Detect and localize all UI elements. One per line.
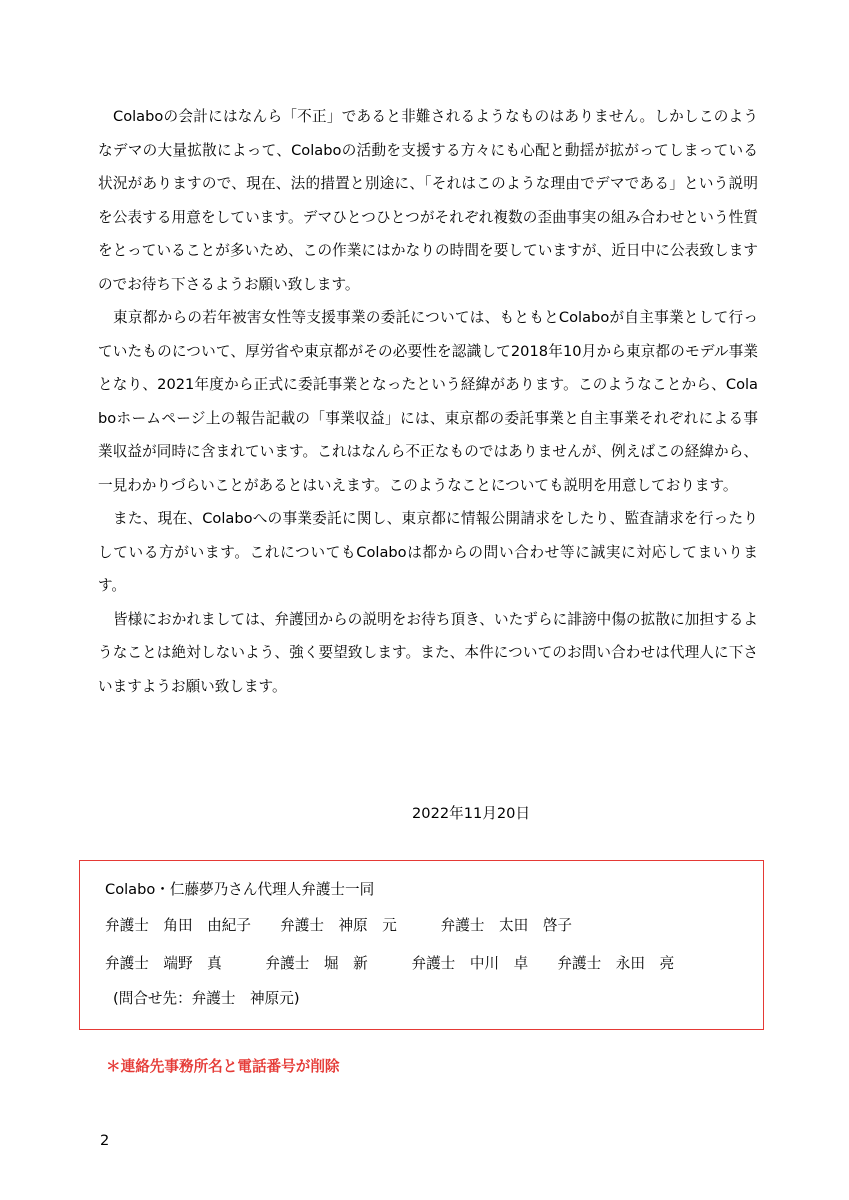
document-date: 2022年11月20日 (412, 805, 531, 822)
signature-heading: Colabo・仁藤夢乃さん代理人弁護士一同 (105, 881, 375, 898)
signature-box (79, 860, 764, 1030)
paragraph-request-to-public: 皆様におかれましては、弁護団からの説明をお待ち頂き、いたずらに誹謗中傷の拡散に加担するようなことは絶対しないよう、強く要望致します。また、本件についてのお問い合わせは代理人に下さいますようお願い致します。 (98, 610, 758, 695)
redaction-notice: ＊連絡先事務所名と電話番号が削除 (106, 1058, 340, 1075)
body-text (98, 100, 758, 703)
contact-info: (問合せ先：弁護士 神原元) (113, 990, 300, 1007)
paragraph-accounting: Colaboの会計にはなんら「不正」であると非難されるようなものはありません。しかしこのようなデマの大量拡散によって、Colaboの活動を支援する方々にも心配と動揺が拡がってしまっている状況がありますので、現在、法的措置と別途に、「それはこのような理由でデマである」という説明を公表する用意をしています。デマひとつひとつがそれぞれ複数の歪曲事実の組み合わせという性質をとっていることが多いため、この作業にはかなりの時間を要していますが、近日中に公表致しますのでお待ち下さるようお願い致します。 (98, 108, 758, 293)
paragraph-disclosure-requests: また、現在、Colaboへの事業委託に関し、東京都に情報公開請求をしたり、監査請求を行ったりしている方がいます。これについてもColaboは都からの問い合わせ等に誠実に対応してまいります。 (98, 510, 758, 594)
lawyers-line-1: 弁護士 角田 由紀子 弁護士 神原 元 弁護士 太田 啓子 (105, 917, 573, 934)
page-number: 2 (100, 1132, 110, 1149)
paragraph-tokyo-contract: 東京都からの若年被害女性等支援事業の委託については、もともとColaboが自主事業として行っていたものについて、厚労省や東京都がその必要性を認識して2018年10月から東京都のモデル事業となり、2021年度から正式に委託事業となったという経緯があります。このようなことから、Colaboホームページ上の報告記載の「事業収益」には、東京都の委託事業と自主事業それぞれによる事業収益が同時に含まれています。これはなんら不正なものではありませんが、例えばこの経緯から、一見わかりづらいことがあるとはいえます。このようなことについても説明を用意しております。 (98, 309, 758, 494)
lawyers-line-2: 弁護士 端野 真 弁護士 堀 新 弁護士 中川 卓 弁護士 永田 亮 (105, 955, 675, 972)
